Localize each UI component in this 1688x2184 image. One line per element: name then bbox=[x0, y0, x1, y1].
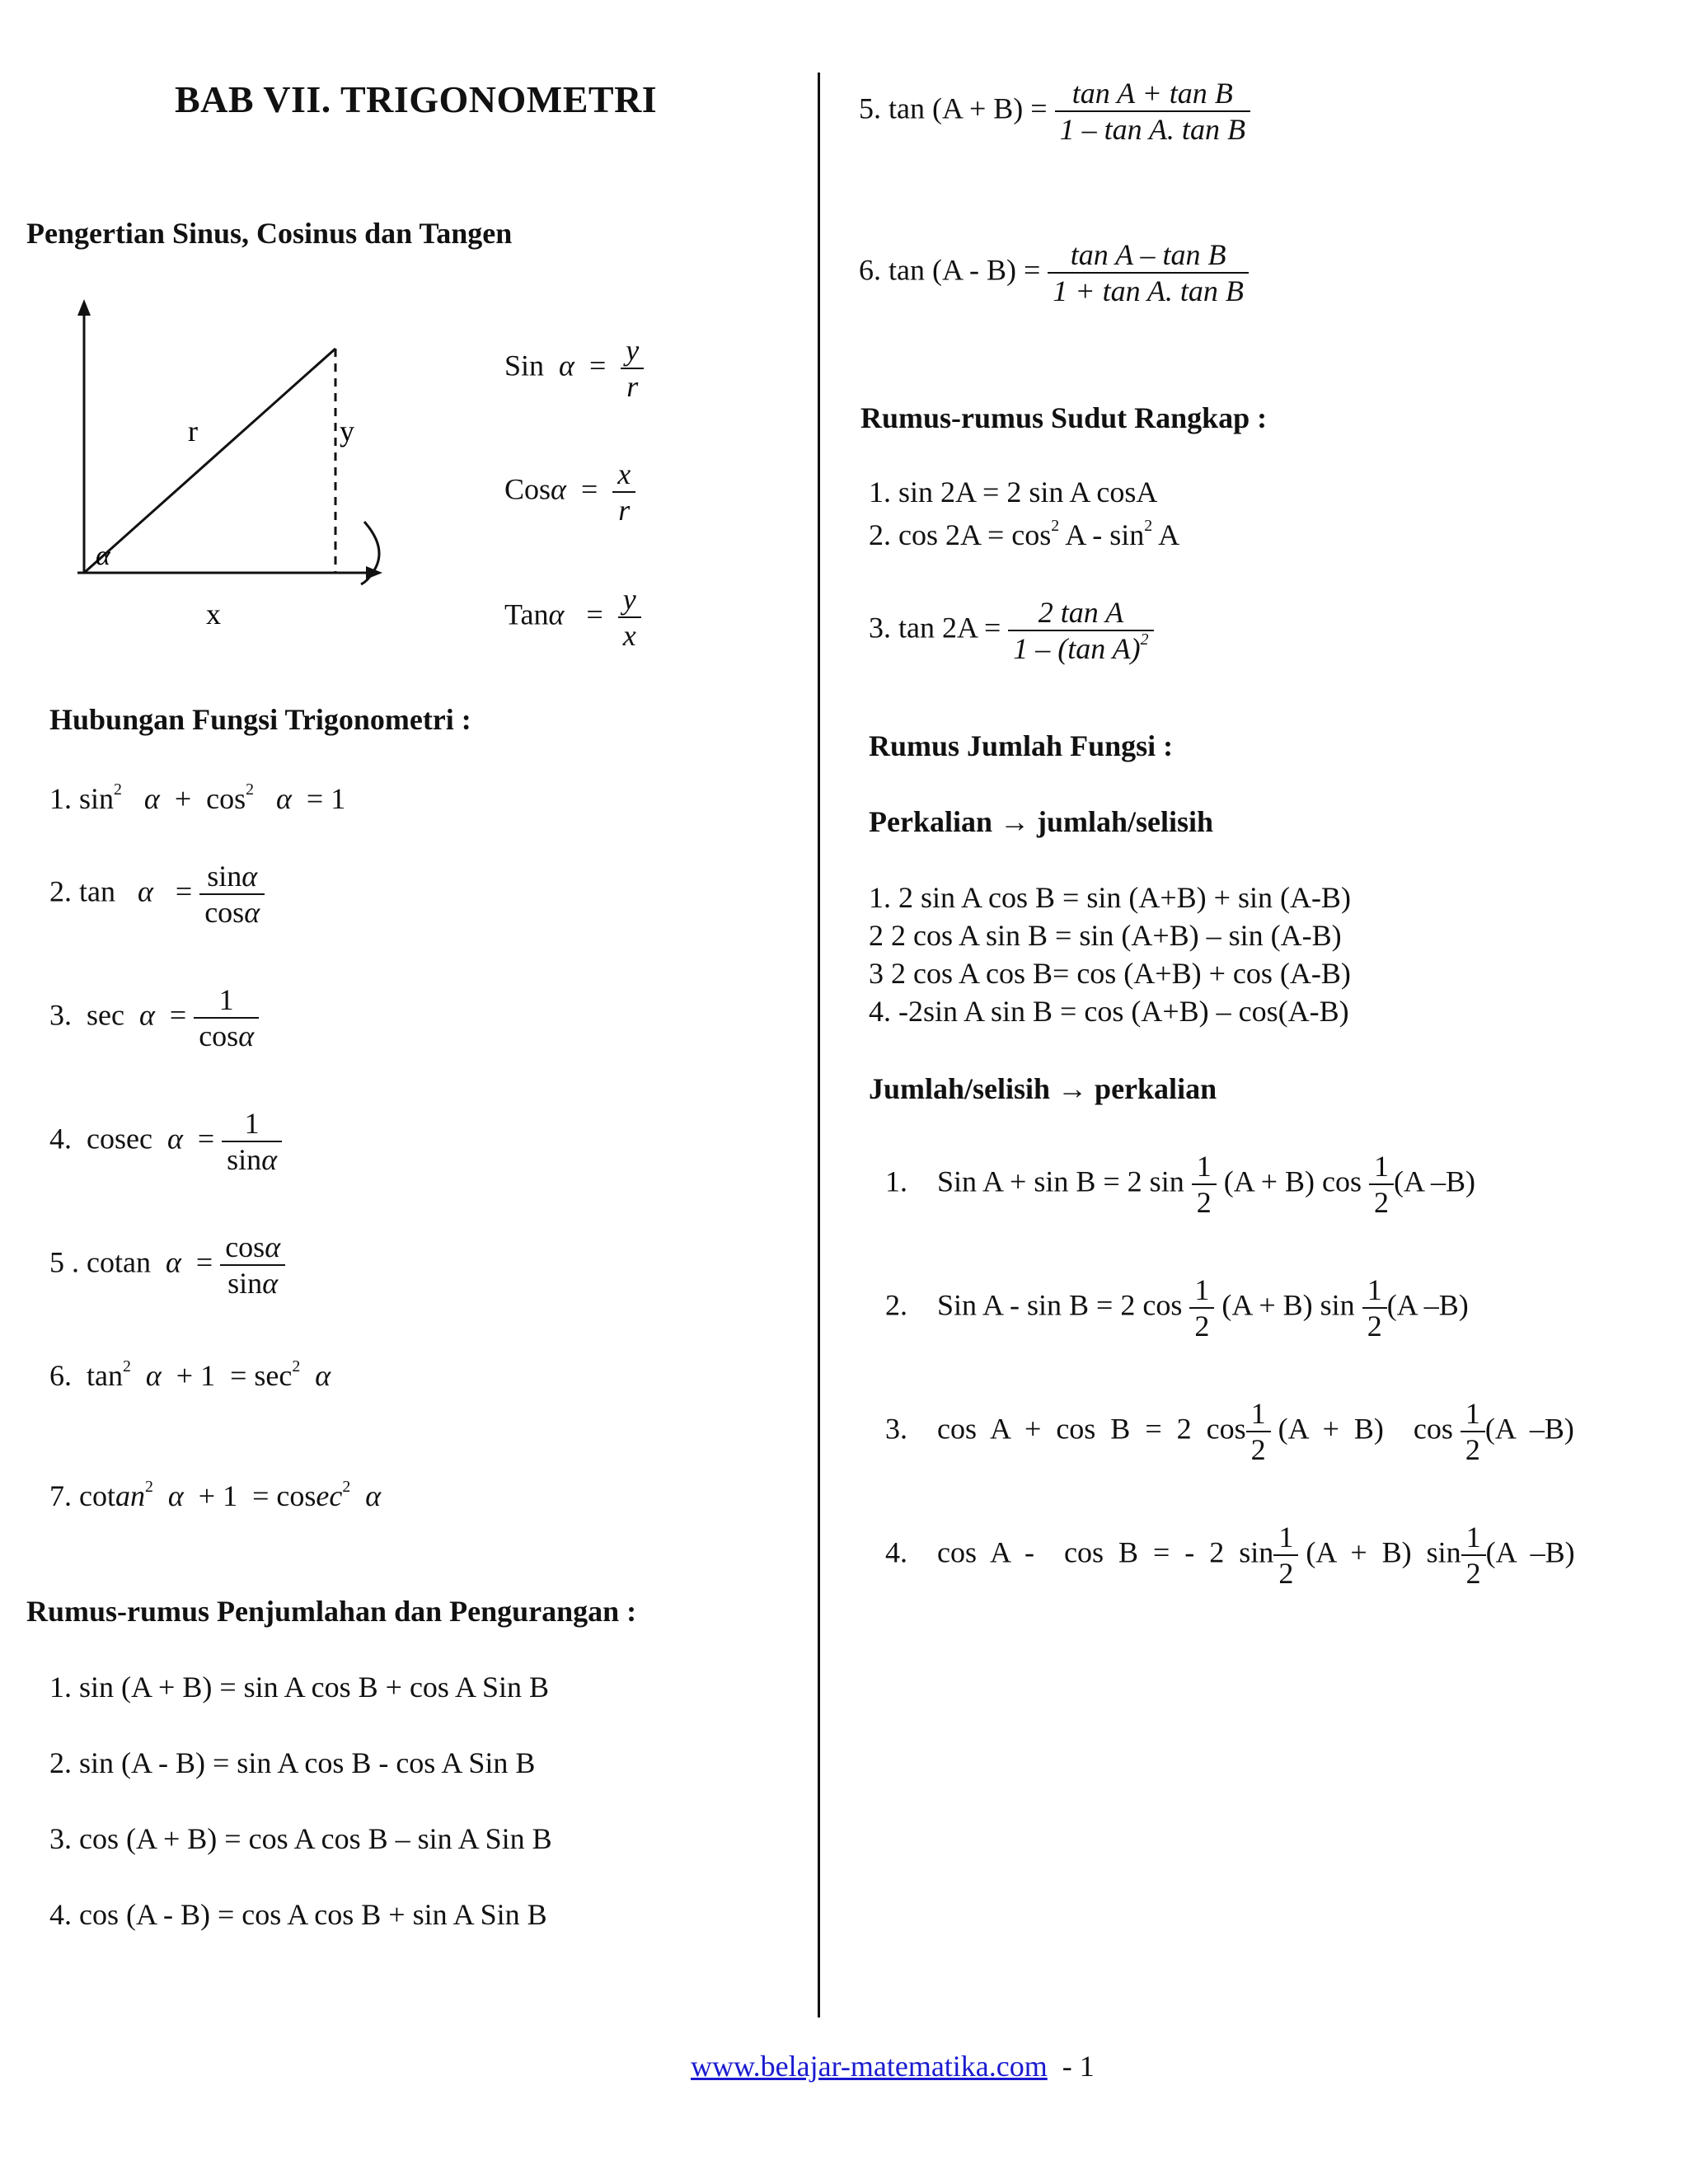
fn-cos: cos bbox=[199, 1019, 239, 1052]
formula-part: cos A - cos B = - 2 sin bbox=[937, 1535, 1274, 1569]
fraction-numerator: 1 bbox=[218, 983, 234, 1016]
label-r: r bbox=[188, 415, 198, 448]
item-number: 4. bbox=[49, 1122, 72, 1155]
equals-sign: = bbox=[175, 874, 193, 908]
fraction-numerator: 1 bbox=[1250, 1397, 1266, 1430]
identity-4-fraction bbox=[222, 1106, 282, 1177]
fraction-numerator bbox=[199, 859, 265, 893]
formula-part: A bbox=[1158, 518, 1180, 551]
square-exp: 2 bbox=[144, 1478, 153, 1497]
alpha-symbol: α bbox=[143, 782, 160, 815]
half-fraction bbox=[1461, 1520, 1486, 1591]
sum-to-product-3 bbox=[885, 1396, 1574, 1467]
sum-to-product-2 bbox=[885, 1272, 1469, 1343]
fraction-denominator: 2 bbox=[1192, 1183, 1217, 1220]
section-heading-double-angle: Rumus-rumus Sudut Rangkap : bbox=[860, 401, 1268, 434]
ratio-sin-label: Sin bbox=[504, 349, 545, 382]
alpha-symbol: α bbox=[166, 1122, 183, 1155]
section-heading-definitions: Pengertian Sinus, Cosinus dan Tangen bbox=[26, 217, 513, 250]
fraction-denominator: 1 + tan A. tan B bbox=[1048, 272, 1249, 308]
y-axis-arrowhead bbox=[77, 299, 91, 316]
formula-part: (A + B) sin bbox=[1306, 1535, 1461, 1569]
fraction-numerator: 1 bbox=[244, 1107, 260, 1140]
fraction-denominator bbox=[194, 1017, 259, 1053]
alpha-symbol: α bbox=[276, 782, 292, 815]
square-exp: 2 bbox=[1140, 630, 1149, 649]
fraction-numerator: tan A – tan B bbox=[1070, 238, 1226, 271]
formula-part: A - sin bbox=[1065, 518, 1145, 551]
identity-1 bbox=[49, 781, 345, 816]
sum-formula-2: 2. sin (A - B) = sin A cos B - cos A Sin B bbox=[49, 1746, 536, 1779]
item-number: 1. bbox=[885, 1165, 907, 1198]
section-heading-relations: Hubungan Fungsi Trigonometri : bbox=[49, 703, 471, 736]
fraction-numerator: 1 bbox=[1194, 1273, 1210, 1306]
fraction-denominator: r bbox=[612, 491, 635, 527]
fraction-denominator bbox=[199, 893, 265, 930]
formula-lhs: 5. tan (A + B) = bbox=[859, 91, 1048, 125]
formula-part: (A + B) cos bbox=[1278, 1412, 1453, 1446]
fraction-numerator: 1 bbox=[1465, 1521, 1481, 1554]
plus-sign: + bbox=[174, 782, 192, 815]
alpha-symbol: α bbox=[138, 998, 155, 1032]
product-to-sum-list bbox=[869, 879, 1351, 1030]
fn-sin: sin bbox=[79, 782, 115, 815]
half-fraction bbox=[1362, 1272, 1387, 1343]
fn-name: cosec bbox=[87, 1122, 152, 1155]
label-alpha: α bbox=[96, 541, 110, 571]
fraction-numerator: 1 bbox=[1278, 1521, 1294, 1554]
identity-3 bbox=[49, 982, 259, 1053]
tan-diff-fraction bbox=[1048, 237, 1249, 308]
fraction-numerator: tan A + tan B bbox=[1071, 77, 1233, 110]
ratio-tan bbox=[504, 582, 641, 653]
fraction-numerator: 2 tan A bbox=[1038, 596, 1124, 629]
half-fraction bbox=[1192, 1149, 1217, 1220]
denominator-text: 1 – (tan A) bbox=[1013, 632, 1141, 665]
formula-part: (A –B) bbox=[1485, 1535, 1575, 1569]
fraction-denominator bbox=[222, 1141, 282, 1177]
equals-sign: = bbox=[169, 998, 187, 1032]
fraction-denominator: r bbox=[621, 368, 644, 404]
square-exp: 2 bbox=[1051, 517, 1060, 536]
fn-name: sec bbox=[87, 998, 124, 1032]
identity-6 bbox=[49, 1358, 331, 1393]
website-link[interactable]: www.belajar-matematika.com bbox=[691, 2050, 1048, 2083]
alpha-symbol: α bbox=[315, 1359, 331, 1392]
fraction-numerator: y bbox=[626, 334, 640, 367]
ratio-cos bbox=[504, 457, 635, 527]
tan-diff-formula bbox=[859, 237, 1249, 308]
fraction-denominator: x bbox=[618, 616, 641, 653]
alpha-symbol: α bbox=[551, 472, 566, 506]
fn-tan: tan bbox=[87, 1359, 123, 1392]
tan-sum-formula bbox=[859, 76, 1250, 147]
double-angle-2 bbox=[869, 518, 1179, 552]
fraction-denominator: 2 bbox=[1246, 1431, 1271, 1467]
fraction-numerator: 1 bbox=[1374, 1150, 1389, 1183]
formula-part: (A + B) sin bbox=[1221, 1288, 1355, 1322]
fraction-numerator: x bbox=[617, 457, 631, 490]
page-title: BAB VII. TRIGONOMETRI bbox=[175, 78, 658, 120]
half-fraction bbox=[1369, 1149, 1394, 1220]
formula-part: cos A + cos B = 2 cos bbox=[937, 1412, 1246, 1446]
fraction-denominator: 2 bbox=[1273, 1554, 1298, 1591]
identity-2 bbox=[49, 859, 265, 930]
fn-name: tan bbox=[79, 874, 115, 908]
fraction-denominator: 2 bbox=[1461, 1554, 1486, 1591]
formula-part: (A –B) bbox=[1484, 1412, 1574, 1446]
plus-one: + 1 bbox=[176, 1359, 216, 1392]
double-angle-3 bbox=[869, 595, 1154, 666]
formula-part: (A –B) bbox=[1386, 1288, 1469, 1322]
identity-3-fraction bbox=[194, 982, 259, 1053]
product-to-sum-3: 3 2 cos A cos B= cos (A+B) + cos (A-B) bbox=[869, 957, 1351, 990]
alpha-symbol: α bbox=[244, 896, 260, 929]
sum-formula-3: 3. cos (A + B) = cos A cos B – sin A Sin B bbox=[49, 1822, 552, 1855]
fn-cot: cot bbox=[79, 1479, 115, 1512]
half-fraction bbox=[1189, 1272, 1214, 1343]
fn-cosec-suffix: ec bbox=[316, 1479, 343, 1512]
formula-lhs: 3. tan 2A = bbox=[869, 611, 1001, 644]
formula-part: 2. cos 2A = cos bbox=[869, 518, 1052, 551]
label-y: y bbox=[340, 415, 354, 448]
identity-2-fraction bbox=[199, 859, 265, 930]
equals-sign: = bbox=[195, 1245, 213, 1279]
fraction-denominator: 2 bbox=[1461, 1431, 1485, 1467]
label-x: x bbox=[206, 598, 221, 630]
half-fraction bbox=[1246, 1396, 1271, 1467]
subheading-product-to-sum: Perkalian → jumlah/selisih bbox=[869, 805, 1214, 838]
page-number: - 1 bbox=[1062, 2050, 1095, 2083]
alpha-symbol: α bbox=[165, 1245, 181, 1279]
fraction-denominator bbox=[220, 1264, 285, 1301]
fraction-denominator: 1 – tan A. tan B bbox=[1055, 110, 1250, 147]
fn-name: cotan bbox=[87, 1245, 151, 1279]
fn-cos: cos bbox=[204, 896, 245, 929]
fraction-denominator: 2 bbox=[1189, 1307, 1214, 1343]
square-exp: 2 bbox=[292, 1357, 301, 1376]
sum-to-product-4 bbox=[885, 1520, 1575, 1591]
square-exp: 2 bbox=[114, 780, 122, 799]
product-to-sum-4: 4. -2sin A sin B = cos (A+B) – cos(A-B) bbox=[869, 995, 1349, 1028]
alpha-symbol: α bbox=[241, 860, 258, 893]
item-number: 6. bbox=[49, 1359, 72, 1392]
fn-cos: cos bbox=[225, 1230, 265, 1263]
identity-5-fraction bbox=[220, 1230, 285, 1301]
alpha-symbol: α bbox=[365, 1479, 382, 1512]
plus-one: + 1 bbox=[198, 1479, 238, 1512]
alpha-symbol: α bbox=[548, 598, 565, 631]
identity-5 bbox=[49, 1230, 285, 1301]
double-angle-1: 1. sin 2A = 2 sin A cosA bbox=[869, 476, 1158, 509]
section-heading-sum-difference: Rumus-rumus Penjumlahan dan Pengurangan : bbox=[26, 1595, 637, 1628]
ratio-cos-label: Cos bbox=[504, 472, 551, 506]
half-fraction bbox=[1461, 1396, 1485, 1467]
sum-formula-1: 1. sin (A + B) = sin A cos B + cos A Sin B bbox=[49, 1671, 550, 1704]
alpha-symbol: α bbox=[261, 1143, 278, 1176]
tan-sum-fraction bbox=[1055, 76, 1250, 147]
equals-sign: = bbox=[197, 1122, 215, 1155]
item-number: 3. bbox=[49, 998, 72, 1032]
fn-cos: cos bbox=[206, 782, 246, 815]
formula-part: Sin A - sin B = 2 cos bbox=[937, 1288, 1183, 1322]
fraction-denominator: 2 bbox=[1369, 1183, 1394, 1220]
formula-part: (A + B) cos bbox=[1223, 1165, 1362, 1198]
ratio-cos-fraction bbox=[612, 457, 635, 527]
fraction-numerator bbox=[220, 1230, 285, 1264]
sum-formula-4: 4. cos (A - B) = cos A cos B + sin A Sin B bbox=[49, 1898, 547, 1931]
fraction-numerator: y bbox=[622, 583, 636, 616]
item-number: 7. bbox=[49, 1479, 72, 1512]
section-heading-sum-functions: Rumus Jumlah Fungsi : bbox=[869, 729, 1174, 762]
equals-sign: = bbox=[588, 349, 607, 382]
item-number: 4. bbox=[885, 1535, 907, 1569]
ratio-sin bbox=[504, 333, 644, 404]
product-to-sum-2: 2 2 cos A sin B = sin (A+B) – sin (A-B) bbox=[869, 919, 1342, 952]
alpha-symbol: α bbox=[238, 1019, 255, 1052]
product-to-sum-1: 1. 2 sin A cos B = sin (A+B) + sin (A-B) bbox=[869, 881, 1351, 914]
sum-to-product-1 bbox=[885, 1149, 1475, 1220]
formula-part: (A –B) bbox=[1394, 1165, 1475, 1198]
half-fraction bbox=[1273, 1520, 1298, 1591]
footer bbox=[691, 2049, 1095, 2083]
fraction-numerator: 1 bbox=[1367, 1273, 1382, 1306]
fn-cosec: = cos bbox=[252, 1479, 316, 1512]
fraction-numerator: 1 bbox=[1196, 1150, 1212, 1183]
item-number: 5 . bbox=[49, 1245, 79, 1279]
hypotenuse-r bbox=[84, 349, 335, 573]
fn-cot-suffix: an bbox=[115, 1479, 145, 1512]
fn-sec: = sec bbox=[230, 1359, 293, 1392]
alpha-symbol: α bbox=[167, 1479, 184, 1512]
identity-4 bbox=[49, 1106, 282, 1177]
item-number: 2. bbox=[49, 874, 72, 908]
alpha-symbol: α bbox=[559, 349, 574, 382]
alpha-symbol: α bbox=[145, 1359, 162, 1392]
alpha-symbol: α bbox=[265, 1230, 281, 1263]
equals-sign: = bbox=[586, 598, 603, 631]
fraction-denominator bbox=[1008, 630, 1153, 666]
fraction-denominator: 2 bbox=[1362, 1307, 1387, 1343]
ratio-tan-label: Tan bbox=[504, 598, 549, 631]
alpha-symbol: α bbox=[262, 1267, 279, 1300]
ratio-tan-fraction bbox=[618, 582, 641, 653]
alpha-symbol: α bbox=[137, 874, 153, 908]
formula-part: Sin A + sin B = 2 sin bbox=[937, 1165, 1184, 1198]
column-divider bbox=[818, 73, 820, 2018]
square-exp: 2 bbox=[122, 1357, 131, 1376]
ratio-sin-fraction bbox=[621, 333, 644, 404]
fn-sin: sin bbox=[227, 1143, 262, 1176]
fn-sin: sin bbox=[207, 860, 242, 893]
item-number: 1. bbox=[49, 782, 72, 815]
identity-rhs: = 1 bbox=[306, 782, 346, 815]
subheading-sum-to-product: Jumlah/selisih → perkalian bbox=[869, 1072, 1217, 1105]
equals-sign: = bbox=[580, 472, 598, 506]
square-exp: 2 bbox=[342, 1478, 351, 1497]
double-angle-3-fraction bbox=[1008, 595, 1153, 666]
identity-7 bbox=[49, 1479, 381, 1513]
square-exp: 2 bbox=[1144, 517, 1153, 536]
item-number: 3. bbox=[885, 1412, 907, 1446]
square-exp: 2 bbox=[246, 780, 255, 799]
triangle-diagram bbox=[49, 293, 412, 639]
formula-lhs: 6. tan (A - B) = bbox=[859, 253, 1041, 287]
item-number: 2. bbox=[885, 1288, 907, 1322]
fn-sin: sin bbox=[227, 1267, 263, 1300]
fraction-numerator: 1 bbox=[1465, 1397, 1480, 1430]
